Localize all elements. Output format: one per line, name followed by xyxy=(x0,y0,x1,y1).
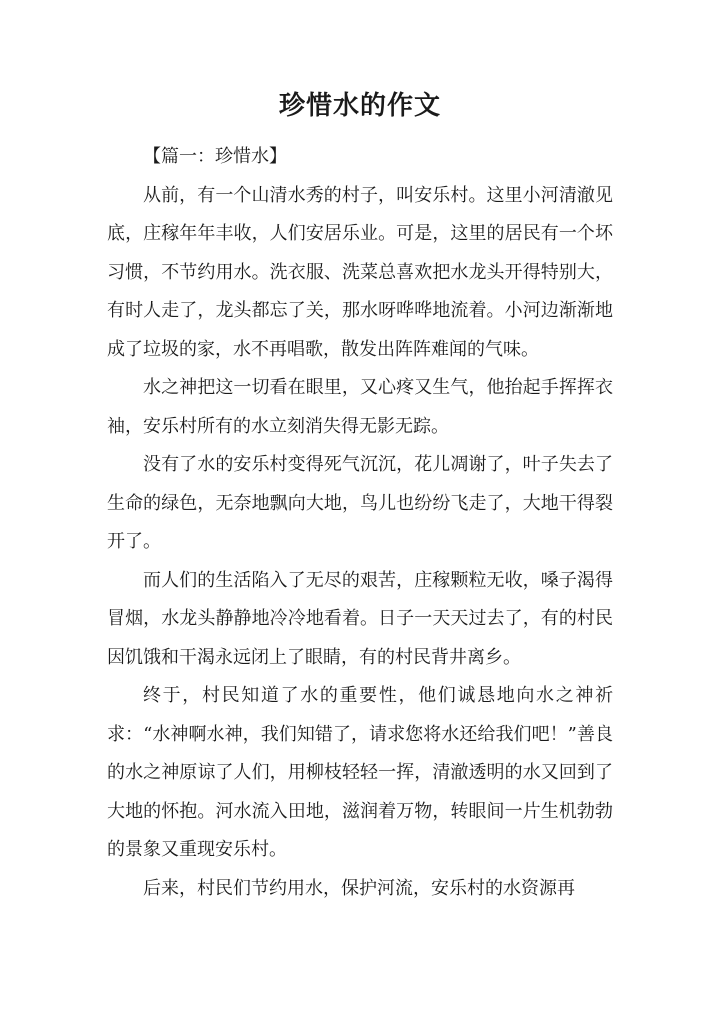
document-title: 珍惜水的作文 xyxy=(278,91,441,121)
paragraph: 终于，村民知道了水的重要性，他们诚恳地向水之神祈求：“水神啊水神，我们知错了，请求您将水还给我们吧！”善良的水之神原谅了人们，用柳枝轻轻一挥，清澈透明的水又回到了大地的怀抱。河水流入田地，滋润着万物，转眼间一片生机勃勃的景象又重现安乐村。 xyxy=(107,685,613,860)
document-body xyxy=(107,138,613,908)
paragraph: 而人们的生活陷入了无尽的艰苦，庄稼颗粒无收，嗓子渴得冒烟，水龙头静静地冷冷地看着。日子一天天过去了，有的村民因饥饿和干渴永远闭上了眼睛，有的村民背井离乡。 xyxy=(107,569,613,668)
paragraph: 从前，有一个山清水秀的村子，叫安乐村。这里小河清澈见底，庄稼年年丰收，人们安居乐业。可是，这里的居民有一个坏习惯，不节约用水。洗衣服、洗菜总喜欢把水龙头开得特别大，有时人走了，龙头都忘了关，那水呀哗哗地流着。小河边渐渐地成了垃圾的家，水不再唱歌，散发出阵阵难闻的气味。 xyxy=(107,184,613,360)
section-heading: 【篇一：珍惜水】 xyxy=(143,146,287,167)
paragraph: 水之神把这一切看在眼里，又心疼又生气，他抬起手挥挥衣袖，安乐村所有的水立刻消失得无影无踪。 xyxy=(107,377,613,437)
paragraph: 没有了水的安乐村变得死气沉沉，花儿凋谢了，叶子失去了生命的绿色，无奈地飘向大地，鸟儿也纷纷飞走了，大地干得裂开了。 xyxy=(107,454,613,552)
paragraph: 后来，村民们节约用水，保护河流，安乐村的水资源再 xyxy=(143,877,575,899)
